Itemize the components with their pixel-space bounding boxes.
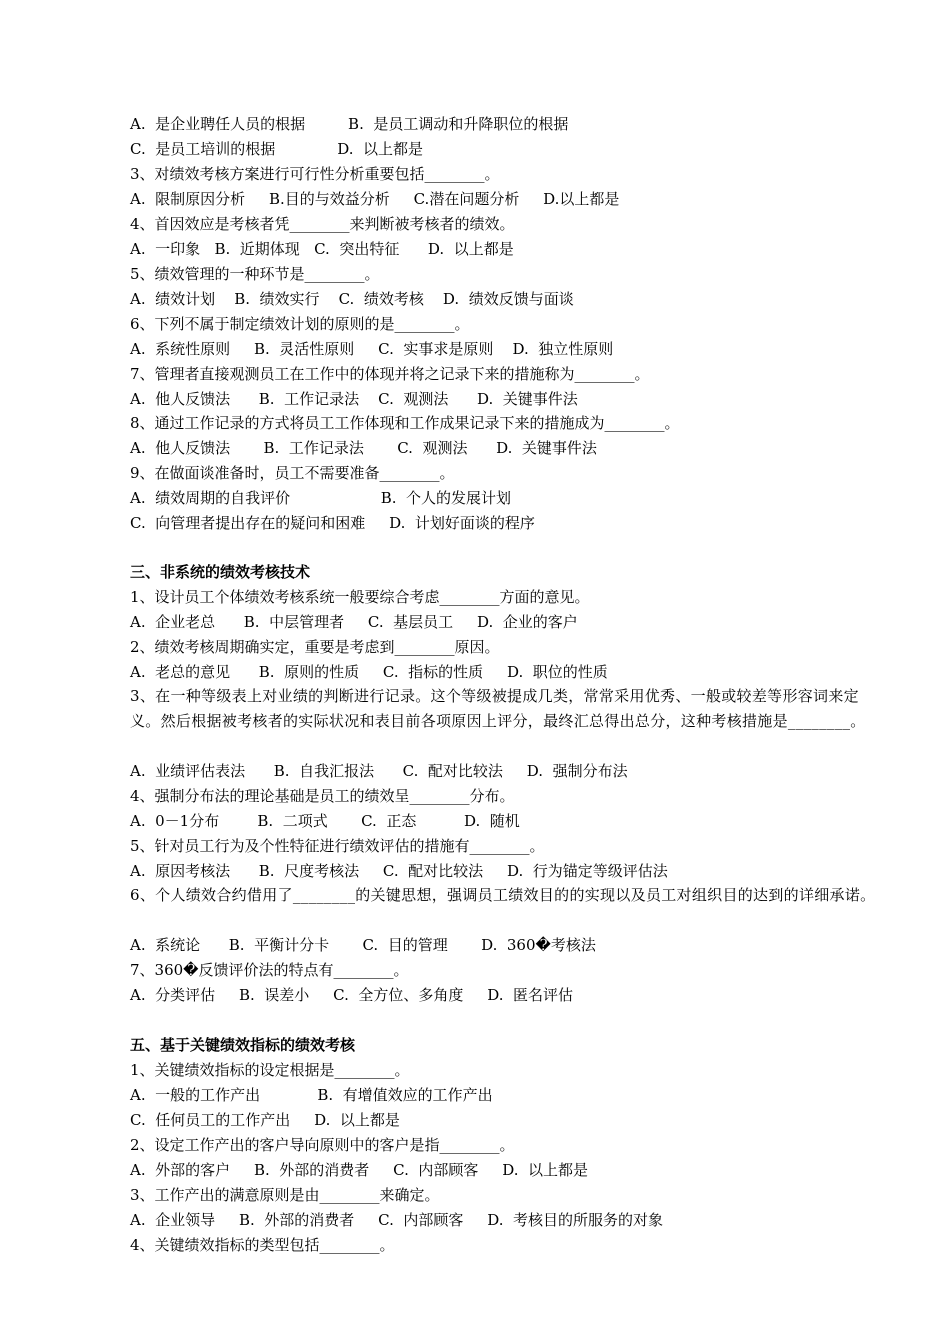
option-line: A. 他人反馈法 B. 工作记录法 C. 观测法 D. 关键事件法: [130, 439, 597, 457]
option-line: A. 外部的客户 B. 外部的消费者 C. 内部顾客 D. 以上都是: [130, 1161, 589, 1179]
question-line: 1、关键绩效指标的设定根据是________。: [130, 1061, 410, 1079]
question-line: 3、工作产出的满意原则是由________来确定。: [130, 1186, 440, 1204]
option-line: A. 企业老总 B. 中层管理者 C. 基层员工 D. 企业的客户: [130, 613, 578, 631]
option-line: A. 限制原因分析 B.目的与效益分析 C.潜在问题分析 D.以上都是: [130, 190, 620, 208]
option-line: A. 老总的意见 B. 原则的性质 C. 指标的性质 D. 职位的性质: [130, 663, 608, 681]
option-line: A. 他人反馈法 B. 工作记录法 C. 观测法 D. 关键事件法: [130, 390, 578, 408]
option-line: A. 0－1分布 B. 二项式 C. 正态 D. 随机: [130, 812, 520, 830]
question-line: 3、对绩效考核方案进行可行性分析重要包括________。: [130, 165, 500, 183]
section-heading: 三、非系统的绩效考核技术: [130, 563, 311, 581]
question-line: 9、在做面谈准备时，员工不需要准备________。: [130, 464, 455, 482]
option-line: C. 任何员工的工作产出 D. 以上都是: [130, 1111, 400, 1129]
option-line: C. 是员工培训的根据 D. 以上都是: [130, 140, 424, 158]
option-line: A. 是企业聘任人员的根据 B. 是员工调动和升降职位的根据: [130, 115, 569, 133]
question-line: 4、强制分布法的理论基础是员工的绩效呈________分布。: [130, 787, 515, 805]
question-line: 5、针对员工行为及个性特征进行绩效评估的措施有________。: [130, 837, 545, 855]
option-line: A. 分类评估 B. 误差小 C. 全方位、多角度 D. 匿名评估: [130, 986, 574, 1004]
option-line: C. 向管理者提出存在的疑问和困难 D. 计划好面谈的程序: [130, 514, 535, 532]
question-line: 5、绩效管理的一种环节是________。: [130, 265, 380, 283]
question-paragraph: 6、个人绩效合约借用了________的关键思想，强调员工绩效目的的实现以及员工对组织目的达到的详细承诺。: [130, 886, 876, 904]
option-line: A. 系统论 B. 平衡计分卡 C. 目的管理 D. 360�考核法: [130, 936, 596, 954]
section-heading: 五、基于关键绩效指标的绩效考核: [130, 1036, 356, 1054]
question-line: 2、绩效考核周期确实定，重要是考虑到________原因。: [130, 638, 500, 656]
option-line: A. 企业领导 B. 外部的消费者 C. 内部顾客 D. 考核目的所服务的对象: [130, 1211, 664, 1229]
option-line: A. 一印象 B. 近期体现 C. 突出特征 D. 以上都是: [130, 240, 514, 258]
option-line: A. 绩效周期的自我评价 B. 个人的发展计划: [130, 489, 512, 507]
question-line: 6、下列不属于制定绩效计划的原则的是________。: [130, 315, 470, 333]
question-line: 8、通过工作记录的方式将员工工作体现和工作成果记录下来的措施成为________。: [130, 414, 680, 432]
question-paragraph: 3、在一种等级表上对业绩的判断进行记录。这个等级被提成几类，常常采用优秀、一般或较差等形容词来定义。然后根据被考核者的实际状况和表目前各项原因上评分，最终汇总得出总分，这种考核措施是________。: [130, 687, 866, 730]
question-line: 7、360�反馈评价法的特点有________。: [130, 961, 409, 979]
option-line: A. 业绩评估表法 B. 自我汇报法 C. 配对比较法 D. 强制分布法: [130, 762, 628, 780]
question-line: 4、关键绩效指标的类型包括________。: [130, 1236, 395, 1254]
option-line: A. 一般的工作产出 B. 有增值效应的工作产出: [130, 1086, 493, 1104]
option-line: A. 系统性原则 B. 灵活性原则 C. 实事求是原则 D. 独立性原则: [130, 340, 614, 358]
question-line: 7、管理者直接观测员工在工作中的体现并将之记录下来的措施称为________。: [130, 365, 650, 383]
option-line: A. 绩效计划 B. 绩效实行 C. 绩效考核 D. 绩效反馈与面谈: [130, 290, 574, 308]
option-line: A. 原因考核法 B. 尺度考核法 C. 配对比较法 D. 行为锚定等级评估法: [130, 862, 668, 880]
question-line: 1、设计员工个体绩效考核系统一般要综合考虑________方面的意见。: [130, 588, 590, 606]
question-line: 2、设定工作产出的客户导向原则中的客户是指________。: [130, 1136, 515, 1154]
question-line: 4、首因效应是考核者凭________来判断被考核者的绩效。: [130, 215, 515, 233]
